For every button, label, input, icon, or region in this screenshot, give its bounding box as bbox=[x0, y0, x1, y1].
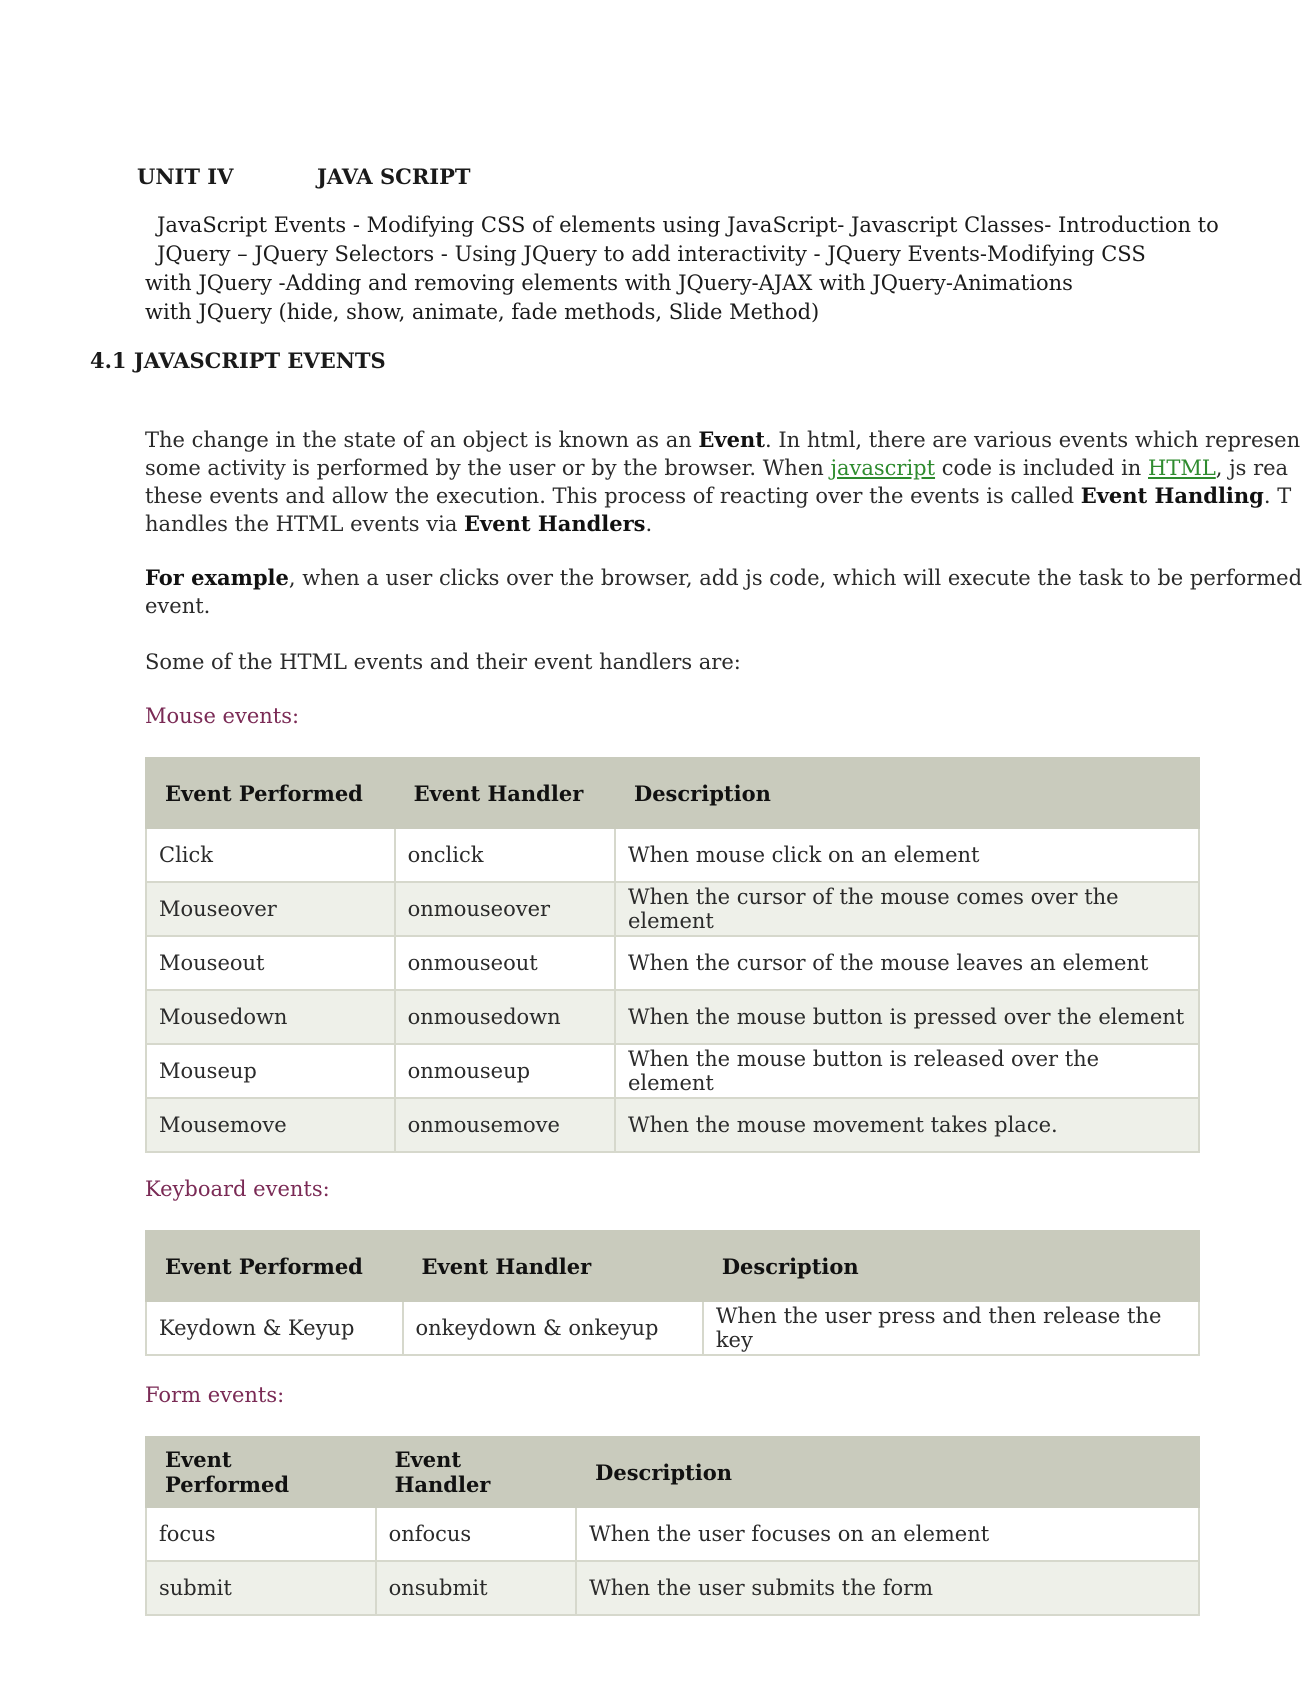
table-cell: onfocus bbox=[376, 1507, 577, 1561]
table-cell: When the cursor of the mouse comes over the element bbox=[615, 882, 1199, 936]
table-cell: Mouseout bbox=[146, 936, 395, 990]
table-cell: onmousemove bbox=[395, 1098, 615, 1152]
table-cell: onmouseout bbox=[395, 936, 615, 990]
events-intro: Some of the HTML events and their event handlers are: bbox=[145, 650, 741, 674]
syllabus-line: JQuery – JQuery Selectors - Using JQuery to add interactivity - JQuery Events-Modifying CSS bbox=[157, 242, 1146, 266]
text: these events and allow the execution. This process of reacting over the events is called bbox=[145, 484, 1081, 508]
text: , when a user clicks over the browser, add js code, which will execute the task to be performed bbox=[288, 566, 1302, 590]
table-row bbox=[146, 828, 1199, 882]
intro-line bbox=[145, 426, 1300, 454]
html-link[interactable]: HTML bbox=[1148, 456, 1216, 480]
table-cell: When the user submits the form bbox=[576, 1561, 1199, 1615]
column-header: Event Performed bbox=[146, 758, 395, 828]
intro-line bbox=[145, 510, 1300, 538]
syllabus-line: with JQuery (hide, show, animate, fade methods, Slide Method) bbox=[145, 300, 820, 324]
table-row bbox=[146, 990, 1199, 1044]
syllabus-text bbox=[145, 211, 1219, 327]
keyboard-events-label: Keyboard events: bbox=[145, 1177, 330, 1201]
table-cell: focus bbox=[146, 1507, 376, 1561]
mouse-events-label: Mouse events: bbox=[145, 704, 300, 728]
text: The change in the state of an object is known as an bbox=[145, 428, 699, 452]
bold-term: Event bbox=[698, 427, 765, 452]
table-cell: Mousedown bbox=[146, 990, 395, 1044]
table-cell: Mousemove bbox=[146, 1098, 395, 1152]
table-row bbox=[146, 936, 1199, 990]
unit-label: UNIT IV bbox=[137, 164, 234, 189]
table-cell: onmouseover bbox=[395, 882, 615, 936]
text: . T bbox=[1263, 484, 1292, 508]
text: handles the HTML events via bbox=[145, 512, 465, 536]
table-cell: Mouseup bbox=[146, 1044, 395, 1098]
text: . In html, there are various events which represen bbox=[764, 428, 1301, 452]
column-header: Event Performed bbox=[146, 1437, 376, 1507]
table-cell: onkeydown & onkeyup bbox=[403, 1301, 703, 1355]
table-cell: When the mouse button is pressed over the element bbox=[615, 990, 1199, 1044]
table-cell: onsubmit bbox=[376, 1561, 577, 1615]
table-header-row bbox=[146, 1231, 1199, 1301]
text: event. bbox=[145, 594, 211, 618]
intro-line bbox=[145, 454, 1300, 482]
section-heading: 4.1 JAVASCRIPT EVENTS bbox=[90, 348, 386, 373]
table-row bbox=[146, 1507, 1199, 1561]
table-cell: When the cursor of the mouse leaves an element bbox=[615, 936, 1199, 990]
table-cell: onmousedown bbox=[395, 990, 615, 1044]
table-cell: Mouseover bbox=[146, 882, 395, 936]
table-row bbox=[146, 1044, 1199, 1098]
table-cell: When the mouse button is released over the element bbox=[615, 1044, 1199, 1098]
column-header: Description bbox=[703, 1231, 1199, 1301]
syllabus-line: JavaScript Events - Modifying CSS of elements using JavaScript- Javascript Classes- Introduction to bbox=[157, 213, 1219, 237]
table-cell: onmouseup bbox=[395, 1044, 615, 1098]
text: some activity is performed by the user or by the browser. When bbox=[145, 456, 831, 480]
syllabus-line: with JQuery -Adding and removing elements with JQuery-AJAX with JQuery-Animations bbox=[145, 271, 1073, 295]
form-events-table bbox=[145, 1436, 1200, 1616]
form-events-label: Form events: bbox=[145, 1383, 285, 1407]
table-cell: Keydown & Keyup bbox=[146, 1301, 403, 1355]
bold-term: Event Handlers bbox=[464, 511, 646, 536]
table-cell: submit bbox=[146, 1561, 376, 1615]
column-header: Event Performed bbox=[146, 1231, 403, 1301]
unit-topic: JAVA SCRIPT bbox=[317, 164, 471, 189]
javascript-link[interactable]: javascript bbox=[830, 456, 936, 480]
column-header: Description bbox=[615, 758, 1199, 828]
text: code is included in bbox=[935, 456, 1148, 480]
table-row bbox=[146, 882, 1199, 936]
table-row bbox=[146, 1561, 1199, 1615]
column-header: Event Handler bbox=[376, 1437, 577, 1507]
example-label: For example bbox=[145, 565, 289, 590]
intro-paragraph bbox=[145, 426, 1300, 538]
table-header-row bbox=[146, 758, 1199, 828]
table-row bbox=[146, 1301, 1199, 1355]
table-cell: When the user focuses on an element bbox=[576, 1507, 1199, 1561]
table-cell: Click bbox=[146, 828, 395, 882]
column-header: Description bbox=[576, 1437, 1199, 1507]
table-header-row bbox=[146, 1437, 1199, 1507]
table-cell: onclick bbox=[395, 828, 615, 882]
bold-term: Event Handling bbox=[1080, 483, 1264, 508]
column-header: Event Handler bbox=[403, 1231, 703, 1301]
table-row bbox=[146, 1098, 1199, 1152]
unit-title bbox=[137, 164, 471, 189]
table-cell: When the user press and then release the key bbox=[703, 1301, 1199, 1355]
text: , js rea bbox=[1215, 456, 1289, 480]
column-header: Event Handler bbox=[395, 758, 615, 828]
table-cell: When mouse click on an element bbox=[615, 828, 1199, 882]
mouse-events-table bbox=[145, 757, 1200, 1153]
keyboard-events-table bbox=[145, 1230, 1200, 1356]
text: . bbox=[645, 512, 653, 536]
example-paragraph bbox=[145, 564, 1302, 620]
intro-line bbox=[145, 482, 1300, 510]
table-cell: When the mouse movement takes place. bbox=[615, 1098, 1199, 1152]
